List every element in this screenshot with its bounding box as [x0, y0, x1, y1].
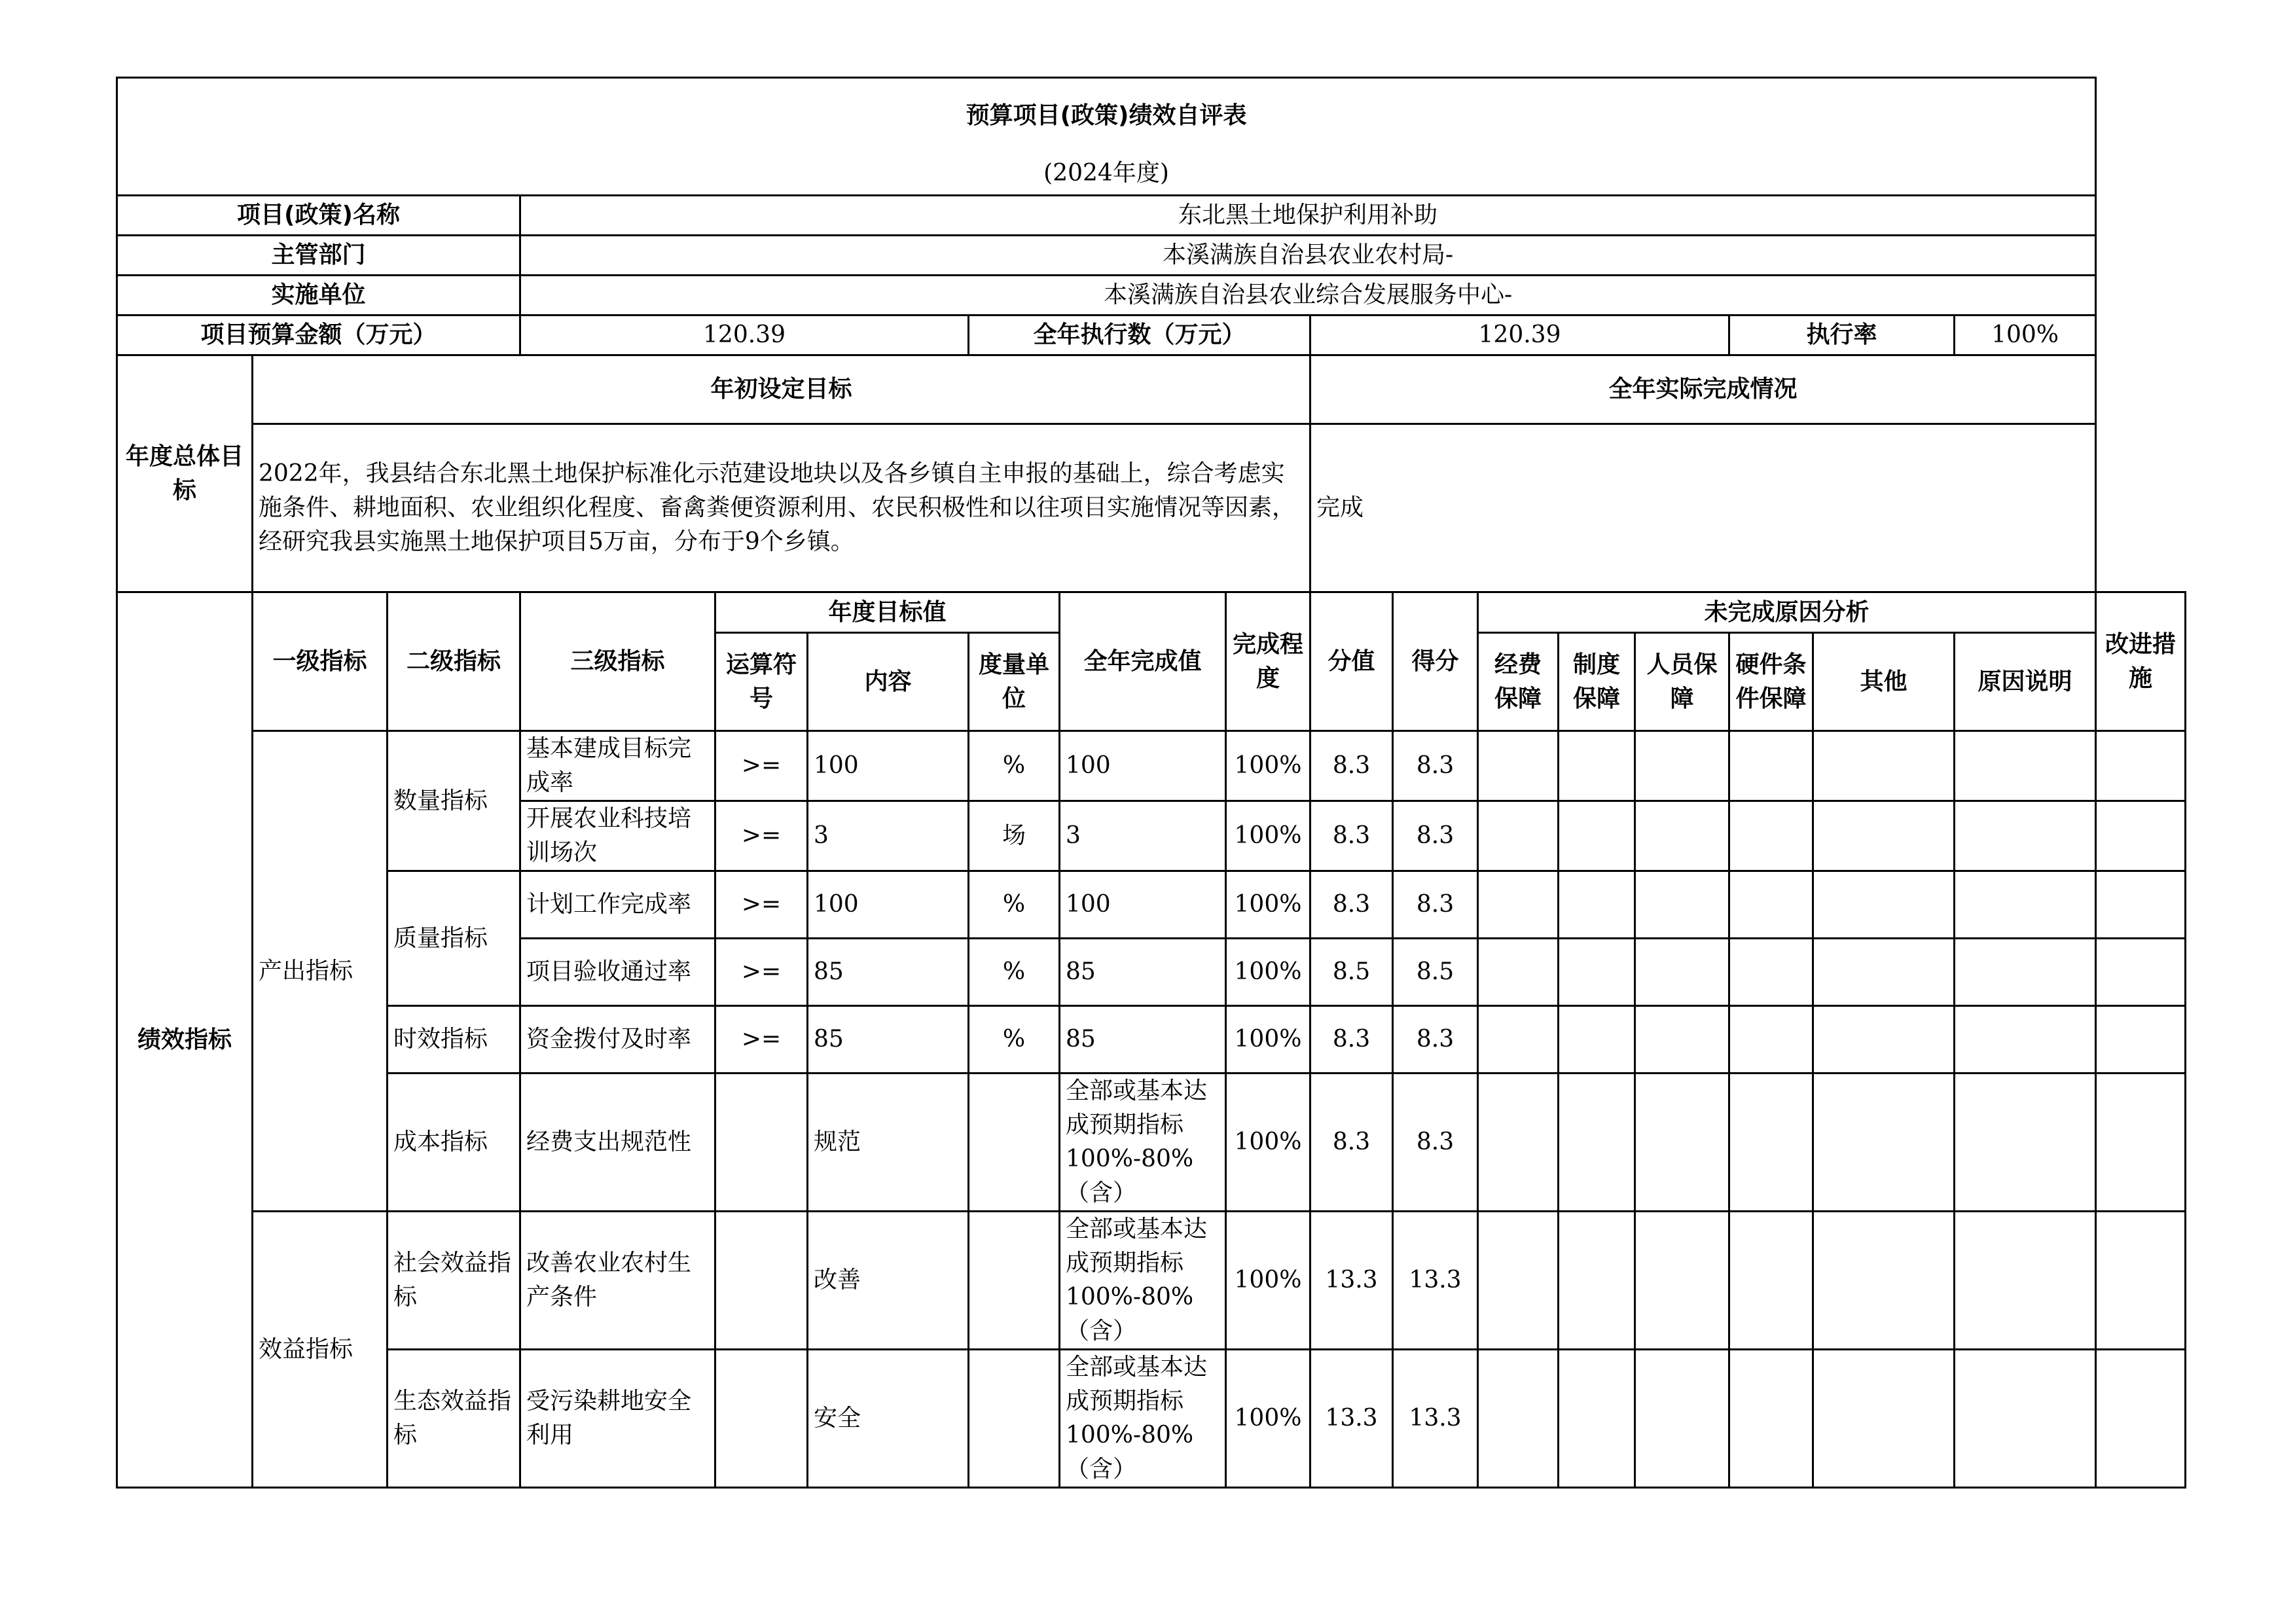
header-improve: 改进措施 [2096, 592, 2186, 731]
content-cell: 100 [808, 731, 969, 801]
level3-cell: 基本建成目标完成率 [520, 731, 715, 801]
actual-cell: 全部或基本达成预期指标100%-80%（含） [1060, 1350, 1226, 1488]
content-cell: 100 [808, 871, 969, 939]
score-cell: 8.3 [1393, 801, 1478, 871]
actual-cell: 100 [1060, 871, 1226, 939]
header-level2: 二级指标 [388, 592, 520, 731]
perf-section-label: 绩效指标 [117, 592, 253, 1488]
budget-value: 120.39 [520, 316, 969, 355]
completion-cell: 100% [1226, 731, 1310, 801]
content-cell: 85 [808, 939, 969, 1006]
actual-cell: 全部或基本达成预期指标100%-80%（含） [1060, 1074, 1226, 1212]
header-other: 其他 [1813, 633, 1955, 731]
exec-label: 全年执行数（万元） [969, 316, 1310, 355]
score-cell: 8.3 [1393, 731, 1478, 801]
unit-cell [969, 1074, 1060, 1212]
table-row [117, 1006, 2186, 1074]
content-cell: 3 [808, 801, 969, 871]
score-cell: 8.5 [1393, 939, 1478, 1006]
score-cell: 8.3 [1393, 871, 1478, 939]
level3-cell: 计划工作完成率 [520, 871, 715, 939]
header-hardware: 硬件条件保障 [1729, 633, 1813, 731]
header-score: 得分 [1393, 592, 1478, 731]
op-cell: >= [715, 939, 808, 1006]
header-content: 内容 [808, 633, 969, 731]
rate-value: 100% [1955, 316, 2096, 355]
unit-cell: 场 [969, 801, 1060, 871]
year-label: (2024年度) [117, 153, 2096, 196]
header-target-group: 年度目标值 [715, 592, 1060, 633]
group-social: 社会效益指标 [388, 1212, 520, 1350]
value-cell: 8.3 [1310, 801, 1393, 871]
table-row [117, 731, 2186, 801]
value-cell: 8.3 [1310, 1006, 1393, 1074]
header-level3: 三级指标 [520, 592, 715, 731]
dept-value: 本溪满族自治县农业农村局- [520, 236, 2096, 276]
op-cell: >= [715, 871, 808, 939]
header-score-value: 分值 [1310, 592, 1393, 731]
unit-cell [969, 1350, 1060, 1488]
dept-label: 主管部门 [117, 236, 520, 276]
exec-value: 120.39 [1310, 316, 1729, 355]
completion-cell: 100% [1226, 1350, 1310, 1488]
completion-cell: 100% [1226, 1212, 1310, 1350]
actual-cell: 全部或基本达成预期指标100%-80%（含） [1060, 1212, 1226, 1350]
budget-label: 项目预算金额（万元） [117, 316, 520, 355]
level3-cell: 项目验收通过率 [520, 939, 715, 1006]
header-actual: 全年完成值 [1060, 592, 1226, 731]
header-explanation: 原因说明 [1955, 633, 2096, 731]
group-benefit: 效益指标 [253, 1212, 388, 1488]
annual-goal-label: 年度总体目标 [117, 355, 253, 592]
group-output: 产出指标 [253, 731, 388, 1212]
header-unit: 度量单位 [969, 633, 1060, 731]
level3-cell: 资金拨付及时率 [520, 1006, 715, 1074]
completion-cell: 100% [1226, 1006, 1310, 1074]
header-level1: 一级指标 [253, 592, 388, 731]
score-cell: 13.3 [1393, 1350, 1478, 1488]
header-operator: 运算符号 [715, 633, 808, 731]
table-row [117, 871, 2186, 939]
table-row [117, 1350, 2186, 1488]
table-row [117, 1074, 2186, 1212]
op-cell [715, 1212, 808, 1350]
header-reason-group: 未完成原因分析 [1478, 592, 2096, 633]
level3-cell: 改善农业农村生产条件 [520, 1212, 715, 1350]
unit-cell: % [969, 731, 1060, 801]
unit-cell [969, 1212, 1060, 1350]
unit-label: 实施单位 [117, 276, 520, 316]
level3-cell: 经费支出规范性 [520, 1074, 715, 1212]
value-cell: 8.3 [1310, 1074, 1393, 1212]
group-quantity: 数量指标 [388, 731, 520, 871]
project-name-label: 项目(政策)名称 [117, 196, 520, 236]
op-cell: >= [715, 801, 808, 871]
content-cell: 安全 [808, 1350, 969, 1488]
group-cost: 成本指标 [388, 1074, 520, 1212]
score-cell: 13.3 [1393, 1212, 1478, 1350]
content-cell: 改善 [808, 1212, 969, 1350]
project-name-value: 东北黑土地保护利用补助 [520, 196, 2096, 236]
header-completion: 完成程度 [1226, 592, 1310, 731]
group-quality: 质量指标 [388, 871, 520, 1006]
op-cell: >= [715, 731, 808, 801]
unit-cell: % [969, 871, 1060, 939]
page-title: 预算项目(政策)绩效自评表 [117, 78, 2096, 153]
score-cell: 8.3 [1393, 1074, 1478, 1212]
value-cell: 13.3 [1310, 1350, 1393, 1488]
completion-cell: 100% [1226, 801, 1310, 871]
content-cell: 85 [808, 1006, 969, 1074]
header-personnel: 人员保障 [1635, 633, 1729, 731]
completion-cell: 100% [1226, 939, 1310, 1006]
group-timeliness: 时效指标 [388, 1006, 520, 1074]
level3-cell: 受污染耕地安全利用 [520, 1350, 715, 1488]
header-system: 制度保障 [1559, 633, 1635, 731]
op-cell [715, 1350, 808, 1488]
actual-goal-text: 完成 [1310, 424, 2096, 592]
group-eco: 生态效益指标 [388, 1350, 520, 1488]
header-funding: 经费保障 [1478, 633, 1559, 731]
unit-value: 本溪满族自治县农业综合发展服务中心- [520, 276, 2096, 316]
unit-cell: % [969, 939, 1060, 1006]
actual-cell: 85 [1060, 1006, 1226, 1074]
value-cell: 13.3 [1310, 1212, 1393, 1350]
op-cell: >= [715, 1006, 808, 1074]
actual-cell: 3 [1060, 801, 1226, 871]
evaluation-sheet [116, 77, 2186, 1483]
evaluation-table [116, 77, 2186, 1489]
op-cell [715, 1074, 808, 1212]
actual-cell: 85 [1060, 939, 1226, 1006]
table-row [117, 1212, 2186, 1350]
value-cell: 8.5 [1310, 939, 1393, 1006]
initial-goal-text: 2022年，我县结合东北黑土地保护标准化示范建设地块以及各乡镇自主申报的基础上，综合考虑实施条件、耕地面积、农业组织化程度、畜禽粪便资源利用、农民积极性和以往项目实施情况等因素，经研究我县实施黑土地保护项目5万亩，分布于9个乡镇。 [253, 424, 1310, 592]
value-cell: 8.3 [1310, 871, 1393, 939]
completion-cell: 100% [1226, 871, 1310, 939]
unit-cell: % [969, 1006, 1060, 1074]
level3-cell: 开展农业科技培训场次 [520, 801, 715, 871]
actual-goal-header: 全年实际完成情况 [1310, 355, 2096, 424]
completion-cell: 100% [1226, 1074, 1310, 1212]
content-cell: 规范 [808, 1074, 969, 1212]
value-cell: 8.3 [1310, 731, 1393, 801]
initial-goal-header: 年初设定目标 [253, 355, 1310, 424]
score-cell: 8.3 [1393, 1006, 1478, 1074]
actual-cell: 100 [1060, 731, 1226, 801]
rate-label: 执行率 [1729, 316, 1955, 355]
